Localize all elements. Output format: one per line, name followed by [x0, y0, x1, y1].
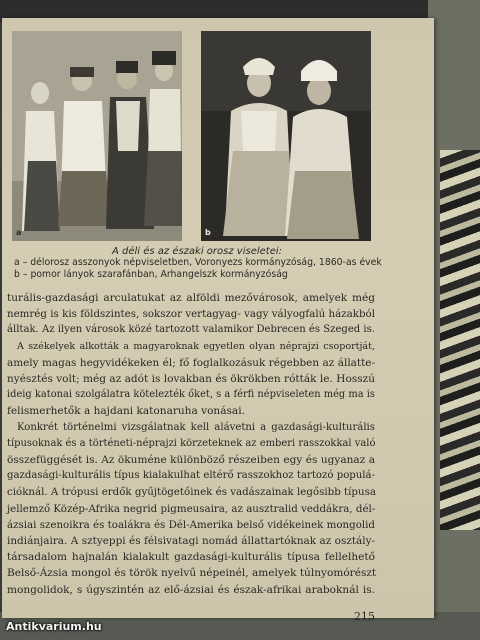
text-line: felismerhetők a hajdani katonaruha vonásai.	[7, 405, 245, 418]
text-line: álltak. Az ilyen városok közé tartozott valamikor Debrecen és Szeged is.	[7, 324, 375, 336]
text-line: társadalom hajnalán kialakult gazdasági-kulturális típusa fellelhető	[7, 551, 375, 564]
page-number: 215	[354, 610, 375, 623]
caption-line-a: a – délorosz asszonyok népviseletben, Voronyezs kormányzóság, 1860-as évek	[14, 257, 382, 269]
book-page	[2, 18, 434, 623]
text-line: nyésztés volt; még az adót is lovakban és ökrökben rótták le. Hosszú	[7, 373, 375, 386]
text-line: jellemző Közép-Afrika negrid pigmeusaira, az ausztralid veddákra, dél-	[7, 502, 376, 515]
caption-title: A déli és az északi orosz viseletei:	[111, 246, 283, 257]
text-line: mongolidok, s úgyszintén az elő-ázsiai és észak-afrikai araboknál is.	[7, 583, 375, 596]
text-line: Konkrét történelmi vizsgálatnak kell alávetni a gazdasági-kulturális	[17, 421, 375, 433]
caption-line-b: b – pomor lányok szarafánban, Arhangelszk kormányzóság	[14, 268, 288, 280]
photo-b-label: b	[205, 228, 211, 237]
photo-a-label: a	[16, 228, 22, 237]
text-line: indiánjaira. A sztyeppi és félsivatagi nomád állattartóknak az osztály-	[7, 535, 375, 548]
text-line: ideig katonai szolgálatra kötelezték őket, s a férfi népviseleten még ma is	[7, 389, 375, 401]
text-line: gazdasági-kulturális típus kialakulhat eltérő rasszokhoz tartozó populá-	[7, 470, 375, 482]
text-line: cióknál. A trópusi erdők gyűjtögetőinek és vadászainak legősibb típusa	[7, 486, 376, 499]
background-right-pattern	[440, 150, 480, 530]
text-line: Belső-Ázsia mongol és török nyelvű népeinél, amelyek túlnyomórészt	[7, 567, 377, 580]
text-line: ázsiai szenoikra és toalákra és Dél-Amerika belső vidékeinek mongolid	[7, 518, 375, 531]
text-line: amely magas hegyvidékeken él; fő foglalkozásuk régebben az állatte-	[7, 356, 375, 369]
photo-pomor-girls	[201, 31, 371, 241]
text-line: összefüggését is. Az ökuméne különböző részeiben egy és ugyanaz a	[7, 454, 375, 467]
photo-a-drawing	[12, 31, 182, 241]
text-line: turális-gazdasági arculatukat az alföldi mezővárosok, amelyek még	[7, 292, 375, 304]
figure-caption	[12, 246, 382, 280]
watermark: Antikvarium.hu	[6, 620, 102, 633]
photo-south-russian-women	[12, 31, 182, 241]
text-line: típusoknak és a történeti-néprajzi körzeteknek az emberi rasszokkal való	[7, 437, 376, 449]
photo-b-drawing	[201, 31, 371, 241]
text-line: A székelyek alkották a magyaroknak egyetlen olyan néprajzi csoportját,	[17, 340, 375, 352]
body-text	[7, 290, 375, 598]
text-line: nemrég is kis földszintes, sokszor vertagyag- vagy vályogfalú házakból	[7, 308, 375, 321]
